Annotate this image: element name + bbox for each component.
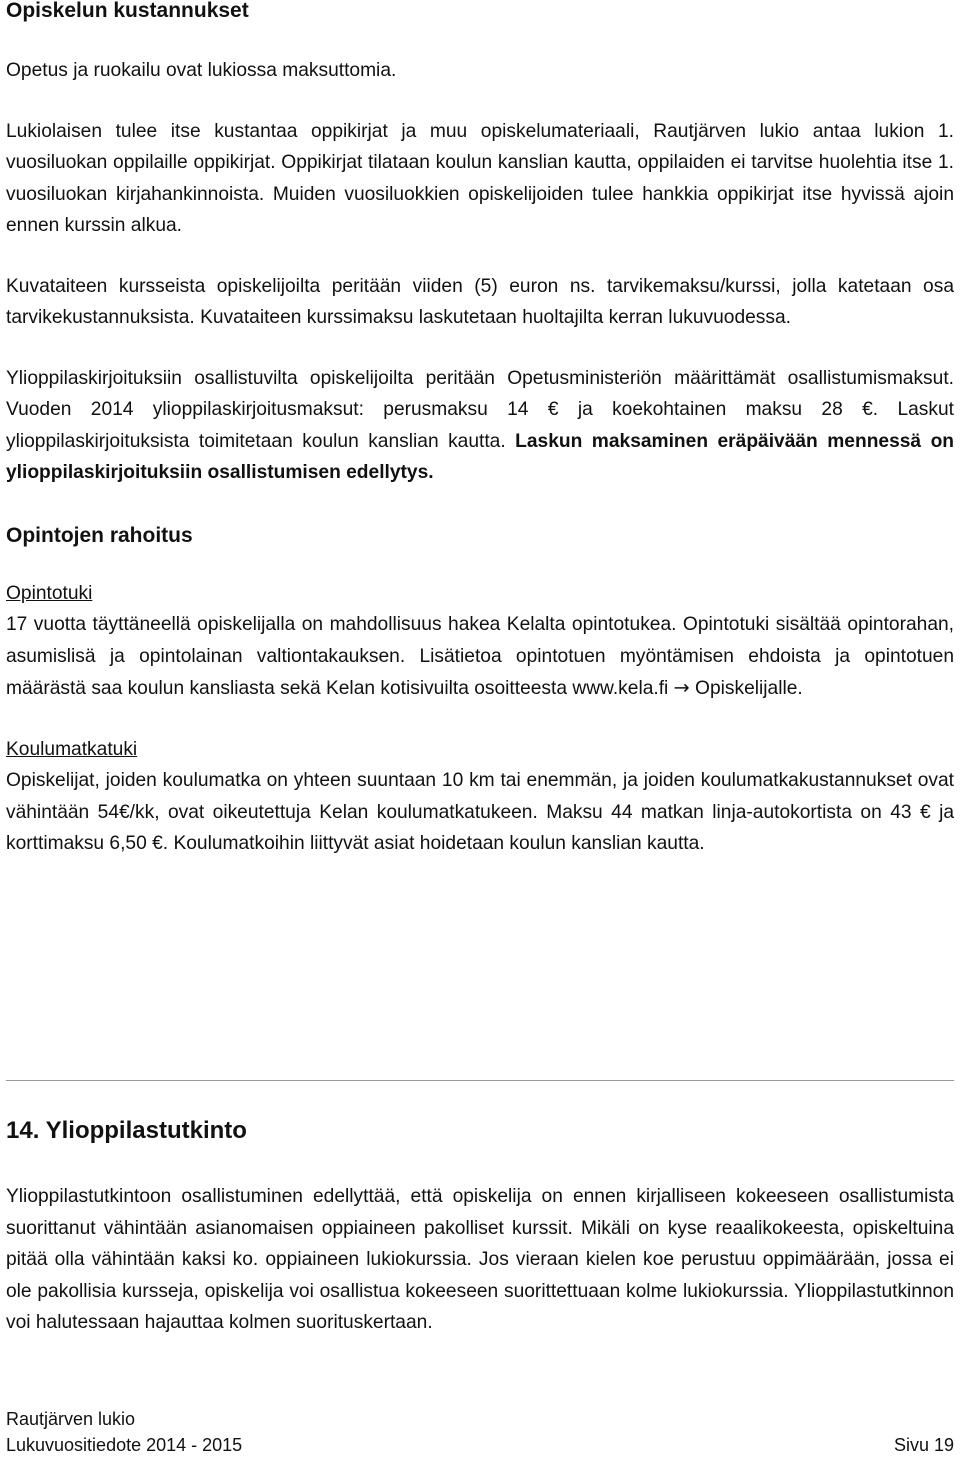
footer-page-number: Sivu 19 — [893, 1435, 954, 1455]
exam-fees-text-a: Ylioppilaskirjoituksiin osallistuvilta opiskelijoilta peritään Opetusministeriön määrittämät osallistumismaksut. Vuoden 2014 ylioppilaskirjoitusmaksut: perusmaksu 14 — [6, 367, 954, 420]
euro-symbol: € — [862, 399, 873, 420]
euro-symbol: € — [152, 833, 163, 854]
footer-school: Rautjärven lukio — [6, 1409, 136, 1429]
content — [6, 0, 954, 860]
paragraph-travel — [6, 765, 954, 860]
footer-bar — [6, 1432, 954, 1458]
study-grant-end: Opiskelijalle. — [689, 678, 803, 699]
subsection-title-travel: Koulumatkatuki — [6, 738, 138, 760]
footer-publication: Lukuvuositiedote 2014 - 2015 — [6, 1435, 243, 1455]
euro-symbol: € — [119, 801, 130, 823]
travel-text-a: Opiskelijat, joiden koulumatka on yhteen suuntaan 10 km tai enemmän, ja joiden koulumatkakustannukset ovat vähintään 54 — [6, 770, 954, 823]
paragraph-study-grant — [6, 609, 954, 705]
chapter-title: 14. Ylioppilastutkinto — [6, 1117, 247, 1144]
paragraph-free-education: Opetus ja ruokailu ovat lukiossa maksuttomia. — [6, 60, 397, 81]
travel-text-d: . Koulumatkoihin liittyvät asiat hoidetaan koulun kanslian kautta. — [162, 833, 705, 854]
section-title-costs: Opiskelun kustannukset — [6, 0, 249, 22]
exam-fees-bold-note: Laskun maksaminen eräpäivään mennessä on ylioppilaskirjoituksiin osallistumisen edellytys. — [6, 430, 955, 483]
arrow-right-icon: → — [673, 676, 690, 699]
exam-fees-text-c: . Laskut ylioppilaskirjoituksista toimitetaan koulun kanslian kautta. — [6, 399, 954, 452]
euro-symbol: € — [547, 399, 559, 420]
paragraph-exam-fees — [6, 363, 954, 489]
paragraph-art-fees: Kuvataiteen kursseista opiskelijoilta peritään viiden (5) euron ns. tarvikemaksu/kurssi, jolla katetaan osa tarvikekustannuksista. Kuvataiteen kurssimaksu laskutetaan huoltajilta kerran lukuvuodessa. — [6, 275, 954, 328]
section-title-funding: Opintojen rahoitus — [6, 523, 193, 547]
euro-symbol: € — [919, 801, 931, 823]
exam-fees-text-b: ja koekohtainen maksu 28 — [558, 399, 863, 420]
subsection-title-study-grant: Opintotuki — [6, 582, 93, 604]
chapter-body — [6, 1181, 954, 1339]
paragraph-matriculation: Ylioppilastutkintoon osallistuminen edellyttää, että opiskelija on ennen kirjalliseen kokeeseen osallistumista suorittanut vähintään asianomaisen oppiaineen pakolliset kurssit. Mikäli on kyse reaalikokeesta, opiskeltuina pitää olla vähintään kaksi ko. oppiaineen lukiokurssia. Jos vieraan kielen koe perustuu oppimäärään, jossa ei ole pakollisia kursseja, opiskelija voi osallistua kokeeseen suorittettuaan kolme lukiokurssia. Ylioppilastutkinnon voi halutessaan hajauttaa kolmen suorituskertaan. — [6, 1186, 954, 1333]
divider — [6, 1080, 954, 1081]
travel-text-b: /kk, ovat oikeutettuja Kelan koulumatkatukeen. Maksu 44 matkan linja-autokortista on 43 — [129, 801, 920, 823]
paragraph-books: Lukiolaisen tulee itse kustantaa oppikirjat ja muu opiskelumateriaali, Rautjärven lukio antaa lukion 1. vuosiluokan oppilaille oppikirjat. Oppikirjat tilataan koulun kanslian kautta, oppilaiden ei tarvitse huolehtia itse 1. vuosiluokan kirjahankinnoista. Muiden vuosiluokkien opiskelijoiden tulee hankkia oppikirjat itse hyvissä ajoin ennen kurssin alkua. — [6, 120, 954, 236]
study-grant-text: 17 vuotta täyttäneellä opiskelijalla on mahdollisuus hakea Kelalta opintotukea. Opintotuki sisältää opintorahan, asumislisä ja opintolainan valtiontakauksen. Lisätietoa opintotuen myöntämisen ehdoista ja opintotuen määrästä saa koulun kansliasta sekä Kelan kotisivuilta osoitteesta www.kela.fi — [6, 614, 954, 699]
travel-text-c: ja korttimaksu 6,50 — [6, 801, 955, 854]
